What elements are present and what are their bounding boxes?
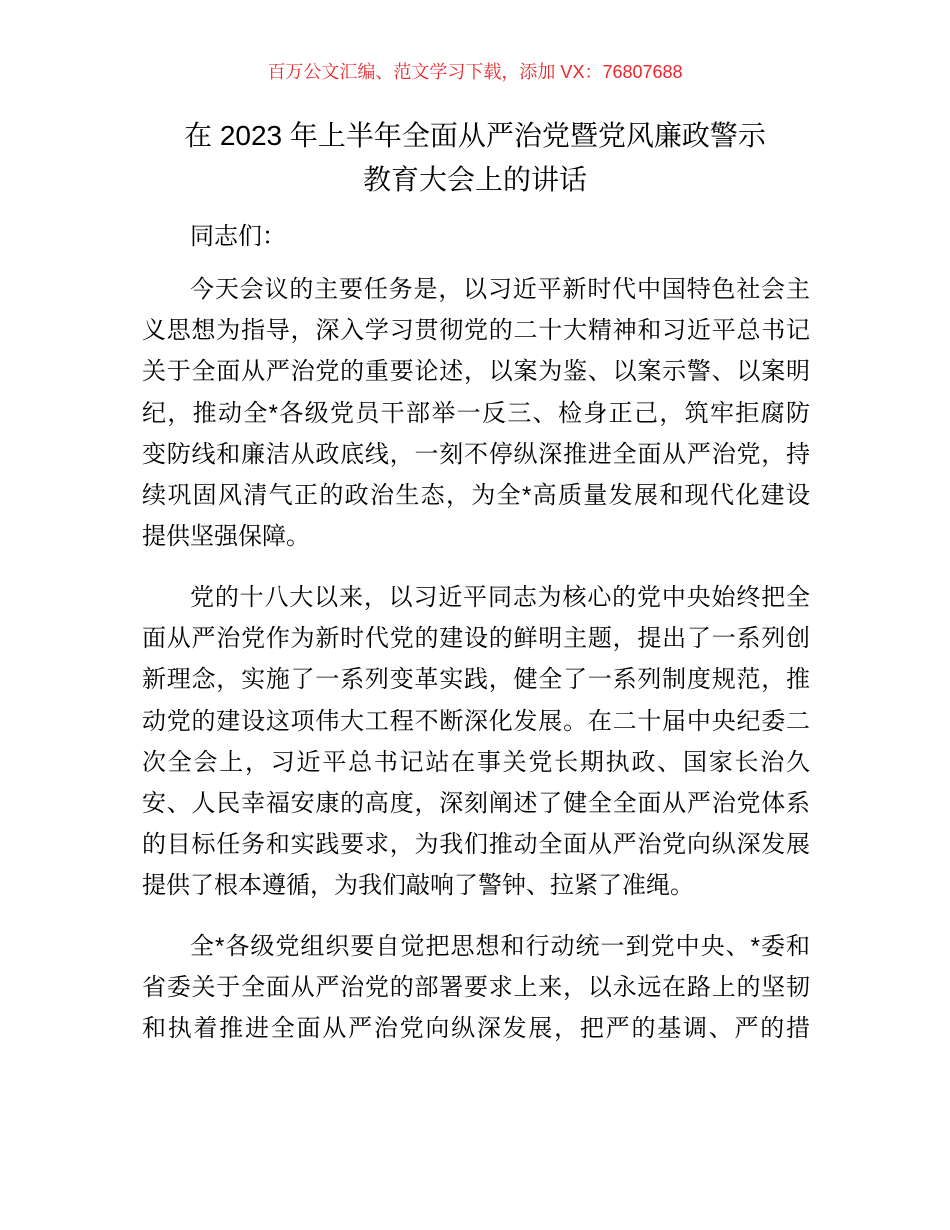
paragraph-1-line: 续巩固风清气正的政治生态，为全*高质量发展和现代化建设: [142, 482, 810, 509]
paragraph-3-line: 全*各级党组织要自觉把思想和行动统一到党中央、*委和: [190, 933, 810, 960]
paragraph-2-line: 提供了根本遵循，为我们敲响了警钟、拉紧了准绳。: [142, 872, 694, 900]
paragraph-2-line: 党的十八大以来，以习近平同志为核心的党中央始终把全: [190, 584, 810, 611]
paragraph-1-line: 义思想为指导，深入学习贯彻党的二十大精神和习近平总书记: [142, 317, 810, 345]
paragraph-1-line: 关于全面从严治党的重要论述，以案为鉴、以案示警、以案明: [142, 358, 810, 386]
paragraph-2-line: 新理念，实施了一系列变革实践，健全了一系列制度规范，推: [142, 666, 810, 694]
paragraph-2-line: 次全会上，习近平总书记站在事关党长期执政、国家长治久: [142, 748, 810, 776]
paragraph-2-line: 面从严治党作为新时代党的建设的鲜明主题，提出了一系列创: [142, 625, 810, 653]
paragraph-2-line: 安、人民幸福安康的高度，深刻阐述了健全全面从严治党体系: [142, 790, 810, 817]
document-title-line-1: 在 2023 年上半年全面从严治党暨党风廉政警示: [184, 120, 766, 151]
paragraph-1-line: 提供坚强保障。: [142, 523, 310, 551]
salutation: 同志们：: [190, 223, 286, 250]
paragraph-1-line: 纪，推动全*各级党员干部举一反三、检身正己，筑牢拒腐防: [142, 399, 810, 427]
paragraph-3-line: 省委关于全面从严治党的部署要求上来，以永远在路上的坚韧: [142, 974, 810, 1002]
paragraph-2-line: 的目标任务和实践要求，为我们推动全面从严治党向纵深发展: [142, 831, 810, 859]
paragraph-3-line: 和执着推进全面从严治党向纵深发展，把严的基调、严的措: [142, 1015, 810, 1043]
paragraph-1-line: 变防线和廉洁从政底线，一刻不停纵深推进全面从严治党，持: [142, 440, 810, 468]
watermark-header: 百万公文汇编、范文学习下载，添加 VX：76807688: [267, 62, 683, 82]
document-title-line-2: 教育大会上的讲话: [362, 164, 587, 195]
paragraph-1-line: 今天会议的主要任务是，以习近平新时代中国特色社会主: [190, 276, 810, 303]
paragraph-2-line: 动党的建设这项伟大工程不断深化发展。在二十届中央纪委二: [142, 707, 810, 735]
